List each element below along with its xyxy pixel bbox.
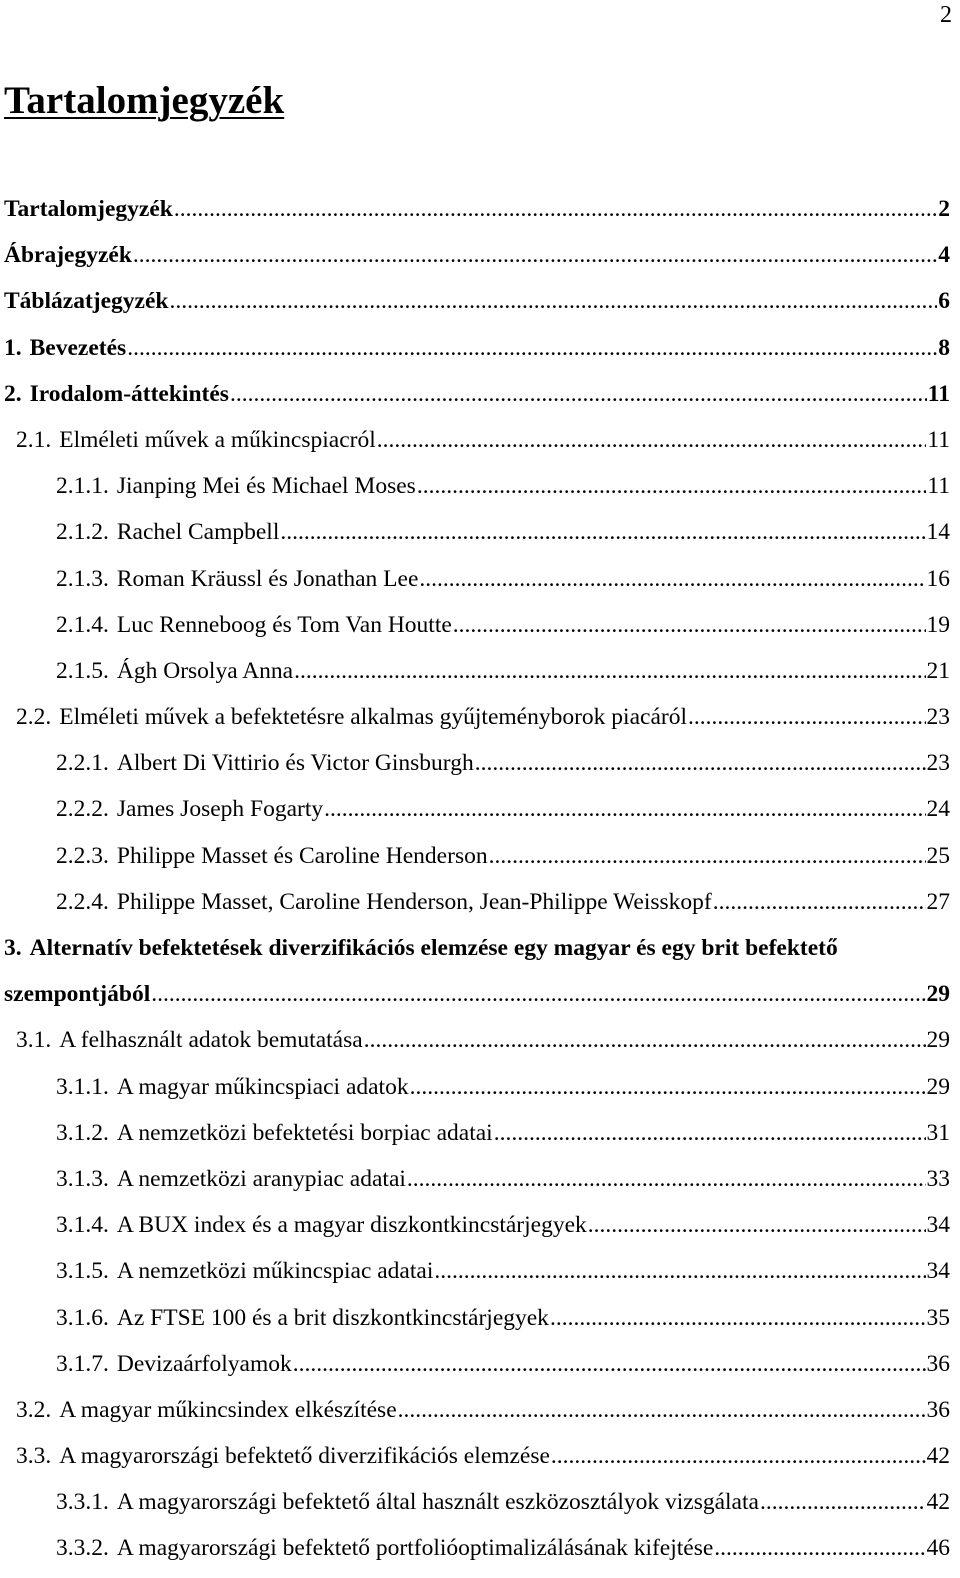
toc-entry-page: 33: [926, 1165, 950, 1192]
toc-entry-page: 16: [926, 565, 950, 592]
dot-leader: [489, 833, 926, 879]
toc-entry-text: A BUX index és a magyar diszkontkincstárjegyek: [116, 1212, 587, 1239]
dot-leader: [280, 509, 925, 555]
toc-entry-text: Roman Kräussl és Jonathan Lee: [116, 565, 419, 592]
dot-leader: [294, 648, 925, 694]
toc-entry-text: A nemzetközi befektetési borpiac adatai: [116, 1119, 493, 1146]
toc-entry[interactable]: [0, 232, 950, 278]
toc-entry[interactable]: [0, 1110, 950, 1156]
toc-entry-page: 42: [926, 1489, 950, 1516]
toc-entry-number: 2.2.: [16, 704, 52, 731]
toc-entry-number: 3.1.6.: [56, 1304, 109, 1331]
toc-entry[interactable]: [0, 1017, 950, 1063]
toc-entry[interactable]: [0, 694, 950, 740]
toc-entry[interactable]: [0, 1202, 950, 1248]
toc-entry-page: 25: [926, 842, 950, 869]
toc-entry-number: 3.3.: [16, 1443, 52, 1470]
dot-leader: [169, 278, 937, 324]
dot-leader: [151, 971, 925, 1017]
toc-entry-text: Elméleti művek a műkincspiacról: [59, 426, 376, 453]
dot-leader: [419, 556, 925, 602]
toc-entry-number: 2.1.4.: [56, 611, 109, 638]
page-title: Tartalomjegyzék: [4, 79, 285, 122]
toc-entry[interactable]: [0, 786, 950, 832]
dot-leader: [174, 186, 937, 232]
toc-entry[interactable]: [0, 1248, 950, 1294]
toc-entry[interactable]: [0, 371, 950, 417]
toc-entry-page: 2: [938, 196, 950, 222]
toc-entry-page: 23: [926, 704, 950, 731]
toc-entry-number: 3.1.5.: [56, 1258, 109, 1285]
dot-leader: [588, 1202, 926, 1248]
toc-entry-text: Elméleti művek a befektetésre alkalmas gyűjteményborok piacáról: [59, 704, 687, 731]
toc-entry-number: 3.2.: [16, 1396, 52, 1423]
toc-entry-page: 29: [926, 1027, 950, 1054]
toc-entry-page: 23: [926, 750, 950, 777]
dot-leader: [293, 1341, 926, 1387]
toc-entry-number: 3.1.: [16, 1027, 52, 1054]
toc-entry[interactable]: [0, 1295, 950, 1341]
dot-leader: [364, 1017, 926, 1063]
toc-entry-text: Rachel Campbell: [116, 519, 280, 546]
toc-entry[interactable]: [0, 740, 950, 786]
toc-entry[interactable]: [0, 325, 950, 371]
page-number: 2: [940, 2, 952, 28]
dot-leader: [398, 1387, 926, 1433]
toc-entry[interactable]: [0, 463, 950, 509]
toc-entry[interactable]: [0, 1479, 950, 1525]
toc-entry-text: Philippe Masset, Caroline Henderson, Jean-Philippe Weisskopf: [116, 888, 712, 915]
toc-entry[interactable]: [0, 1341, 950, 1387]
dot-leader: [550, 1295, 926, 1341]
toc-entry-page: 11: [927, 380, 950, 407]
toc-entry-page: 24: [926, 796, 950, 823]
toc-entry-text: Alternatív befektetések diverzifikációs elemzése egy magyar és egy brit befektető: [29, 935, 838, 961]
toc-entry-number: 3.1.3.: [56, 1165, 109, 1192]
toc-entry-page: 31: [926, 1119, 950, 1146]
toc-entry-page: 29: [926, 1073, 950, 1100]
table-of-contents: [0, 186, 950, 1572]
toc-entry-text: A magyarországi befektető portfolióoptimalizálásának kifejtése: [116, 1535, 714, 1562]
toc-entry-number: 3.: [4, 935, 22, 961]
toc-entry[interactable]: [0, 278, 950, 324]
dot-leader: [127, 325, 937, 371]
dot-leader: [377, 417, 927, 463]
toc-entry[interactable]: [0, 1156, 950, 1202]
dot-leader: [688, 694, 926, 740]
toc-entry[interactable]: [0, 1433, 950, 1479]
dot-leader: [133, 232, 937, 278]
toc-entry-text: Bevezetés: [29, 334, 127, 361]
toc-entry-page: 29: [926, 981, 950, 1008]
toc-entry-text: Albert Di Vittirio és Victor Ginsburgh: [116, 750, 474, 777]
toc-entry[interactable]: [0, 833, 950, 879]
dot-leader: [453, 602, 926, 648]
toc-entry-number: 2.1.5.: [56, 657, 109, 684]
toc-entry-continuation[interactable]: [0, 971, 950, 1017]
toc-entry[interactable]: [0, 648, 950, 694]
toc-entry-page: 14: [926, 519, 950, 546]
toc-entry[interactable]: [0, 417, 950, 463]
dot-leader: [434, 1248, 925, 1294]
toc-entry-number: 3.1.4.: [56, 1212, 109, 1239]
toc-entry-text: A felhasznált adatok bemutatása: [59, 1027, 363, 1054]
toc-entry-page: 46: [926, 1535, 950, 1562]
toc-entry-number: 3.1.7.: [56, 1350, 109, 1377]
toc-entry-text: Jianping Mei és Michael Moses: [116, 473, 416, 500]
toc-entry-number: 2.2.1.: [56, 750, 109, 777]
toc-entry-text: Tartalomjegyzék: [4, 196, 173, 222]
toc-entry-page: 11: [927, 473, 950, 500]
toc-entry-text: Devizaárfolyamok: [116, 1350, 292, 1377]
toc-entry-number: 2.2.2.: [56, 796, 109, 823]
dot-leader: [410, 1064, 926, 1110]
toc-entry-number: 3.1.2.: [56, 1119, 109, 1146]
toc-entry-text: Luc Renneboog és Tom Van Houtte: [116, 611, 452, 638]
toc-entry-text: Táblázatjegyzék: [4, 288, 169, 315]
dot-leader: [475, 740, 926, 786]
toc-entry-page: 42: [926, 1443, 950, 1470]
toc-entry-number: 2.2.4.: [56, 888, 109, 915]
dot-leader: [324, 786, 925, 832]
toc-entry-text: szempontjából: [4, 981, 151, 1008]
toc-entry-page: 36: [926, 1396, 950, 1423]
toc-entry-page: 19: [926, 611, 950, 638]
toc-entry-text: A magyarországi befektető diverzifikációs elemzése: [59, 1443, 550, 1470]
toc-entry-number: 2.1.1.: [56, 473, 109, 500]
toc-entry[interactable]: [0, 509, 950, 555]
dot-leader: [551, 1433, 926, 1479]
toc-entry-text: Irodalom-áttekintés: [29, 380, 229, 407]
toc-entry-text: A magyarországi befektető által használt eszközosztályok vizsgálata: [116, 1489, 759, 1516]
toc-entry-text: A nemzetközi aranypiac adatai: [116, 1165, 406, 1192]
toc-entry-number: 2.1.: [16, 426, 52, 453]
toc-entry[interactable]: [0, 1064, 950, 1110]
toc-entry-page: 35: [926, 1304, 950, 1331]
toc-entry[interactable]: [0, 1387, 950, 1433]
toc-entry[interactable]: [0, 556, 950, 602]
toc-entry-text: Ágh Orsolya Anna: [116, 657, 294, 684]
toc-entry-page: 34: [926, 1212, 950, 1239]
toc-entry-number: 3.3.1.: [56, 1489, 109, 1516]
toc-entry-number: 2.1.3.: [56, 565, 109, 592]
toc-entry-text: A magyar műkincspiaci adatok: [116, 1073, 409, 1100]
dot-leader: [760, 1479, 926, 1525]
dot-leader: [407, 1156, 926, 1202]
toc-entry-text: A nemzetközi műkincspiac adatai: [116, 1258, 434, 1285]
toc-entry-page: 11: [927, 426, 950, 453]
toc-entry[interactable]: [0, 925, 950, 971]
toc-entry-page: 34: [926, 1258, 950, 1285]
toc-entry-page: 4: [938, 242, 950, 269]
toc-entry-number: 3.3.2.: [56, 1535, 109, 1562]
toc-entry-text: James Joseph Fogarty: [116, 796, 324, 823]
toc-entry-number: 2.2.3.: [56, 842, 109, 869]
toc-entry[interactable]: [0, 879, 950, 925]
toc-entry[interactable]: [0, 186, 950, 232]
toc-entry-text: Philippe Masset és Caroline Henderson: [116, 842, 488, 869]
toc-entry-number: 2.: [4, 380, 22, 407]
dot-leader: [714, 1525, 925, 1571]
toc-entry[interactable]: [0, 1525, 950, 1571]
toc-entry-number: 3.1.1.: [56, 1073, 109, 1100]
dot-leader: [494, 1110, 926, 1156]
dot-leader: [230, 371, 927, 417]
toc-entry-page: 36: [926, 1350, 950, 1377]
dot-leader: [417, 463, 927, 509]
toc-entry-text: Ábrajegyzék: [4, 242, 132, 269]
toc-entry-text: A magyar műkincsindex elkészítése: [59, 1396, 397, 1423]
toc-entry-page: 21: [926, 657, 950, 684]
toc-entry-page: 8: [938, 334, 950, 361]
toc-entry-text: Az FTSE 100 és a brit diszkontkincstárjegyek: [116, 1304, 549, 1331]
toc-entry-page: 27: [926, 888, 950, 915]
toc-entry-number: 2.1.2.: [56, 519, 109, 546]
toc-entry[interactable]: [0, 602, 950, 648]
toc-entry-page: 6: [938, 288, 950, 315]
toc-entry-number: 1.: [4, 334, 22, 361]
dot-leader: [713, 879, 926, 925]
